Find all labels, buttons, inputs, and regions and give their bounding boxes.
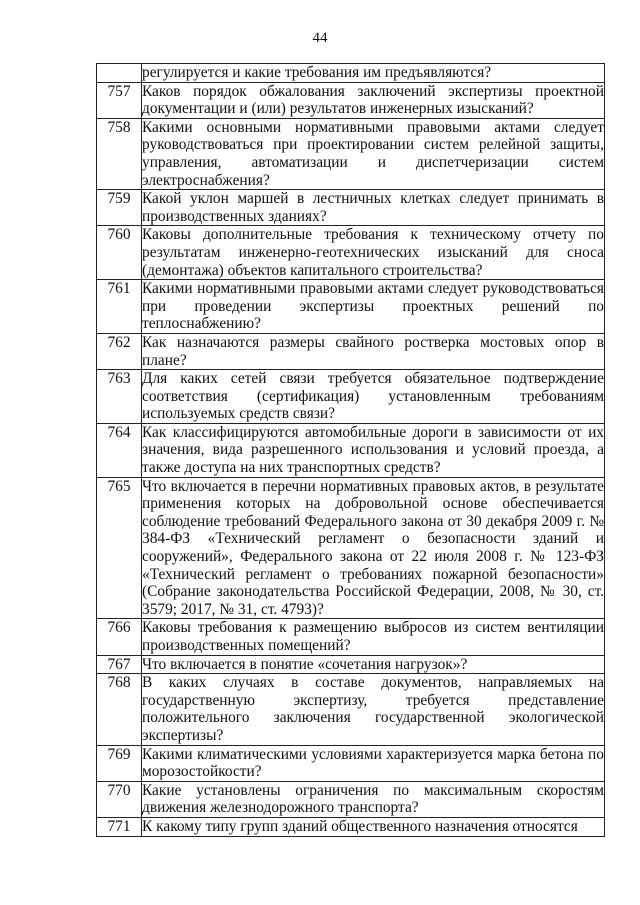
question-number: 768 [97,674,142,745]
table-row [97,423,605,477]
table-row [97,64,605,83]
question-number: 761 [97,280,142,334]
table-row [97,781,605,817]
question-text: Что включается в понятие «сочетания нагрузок»? [142,655,605,674]
question-text: регулируется и какие требования им предъявляются? [142,64,605,83]
question-number: 766 [97,619,142,655]
table-row [97,82,605,118]
table-row [97,477,605,619]
question-number: 763 [97,370,142,424]
question-number: 770 [97,781,142,817]
question-number: 765 [97,477,142,619]
question-text: К какому типу групп зданий общественного назначения относятся [142,817,605,836]
question-text: Какие установлены ограничения по максимальным скоростям движения железнодорожного транспорта? [142,781,604,817]
questions-table-body [97,64,605,837]
questions-table [96,63,605,837]
question-number: 771 [97,817,142,836]
question-number: 759 [97,190,142,226]
question-number: 767 [97,655,142,674]
table-row [97,370,605,424]
table-row [97,226,605,280]
table-row [97,674,605,745]
table-row [97,655,605,674]
question-text: Какими климатическими условиями характеризуется марка бетона по морозостойкости? [142,745,604,781]
question-number: 760 [97,226,142,280]
question-text: Какими основными нормативными правовыми актами следует руководствоваться при проектировании систем релейной защиты, управления, автоматизации и диспетчеризации систем электроснабжения? [142,118,604,189]
question-text: Каков порядок обжалования заключений экспертизы проектной документации и (или) результатов инженерных изысканий? [142,82,604,118]
question-number: 757 [97,82,142,118]
question-number: 764 [97,423,142,477]
question-text: В каких случаях в составе документов, направляемых на государственную экспертизу, требуется представление положительного заключения государственной экологической экспертизы? [142,674,604,744]
question-text: Какими нормативными правовыми актами следует руководствоваться при проведении экспертизы проектных решений по теплоснабжению? [142,280,604,333]
question-text: Каковы требования к размещению выбросов из систем вентиляции производственных помещений? [142,619,604,654]
question-text: Что включается в перечни нормативных правовых актов, в результате применения которых на добровольной основе обеспечивается соблюдение требований Федерального закона от 30 декабря 2009 г. № 384-ФЗ «Технический регламент о безопасности зданий и сооружений», Федерального закона от 22 июля 2008 г. № 123-ФЗ «Технический регламент о требованиях пожарной безопасности» (Собрание законодательства Российской Федерации, 2008, № 30, ст. 3579; 2017, № 31, ст. 4793)? [142,477,604,618]
question-number [97,64,142,83]
question-number: 769 [97,745,142,781]
table-row [97,190,605,226]
table-row [97,619,605,655]
question-text: Для каких сетей связи требуется обязательное подтверждение соответствия (сертификация) установленным требованиям используемых средств связи? [142,370,604,423]
page-number: 44 [312,30,328,46]
table-row [97,333,605,369]
question-text: Какой уклон маршей в лестничных клетках следует принимать в производственных зданиях? [142,190,604,225]
table-row [97,817,605,836]
table-row [97,745,605,781]
question-number: 762 [97,333,142,369]
question-text: Как назначаются размеры свайного ростверка мостовых опор в плане? [142,333,604,369]
question-number: 758 [97,118,142,189]
table-row [97,280,605,334]
table-row [97,118,605,189]
question-text: Как классифицируются автомобильные дороги в зависимости от их значения, вида разрешенного использования и условий проезда, а также доступа на них транспортных средств? [142,423,604,477]
question-text: Каковы дополнительные требования к техническому отчету по результатам инженерно-геотехнических изысканий для сноса (демонтажа) объектов капитального строительства? [142,226,604,279]
